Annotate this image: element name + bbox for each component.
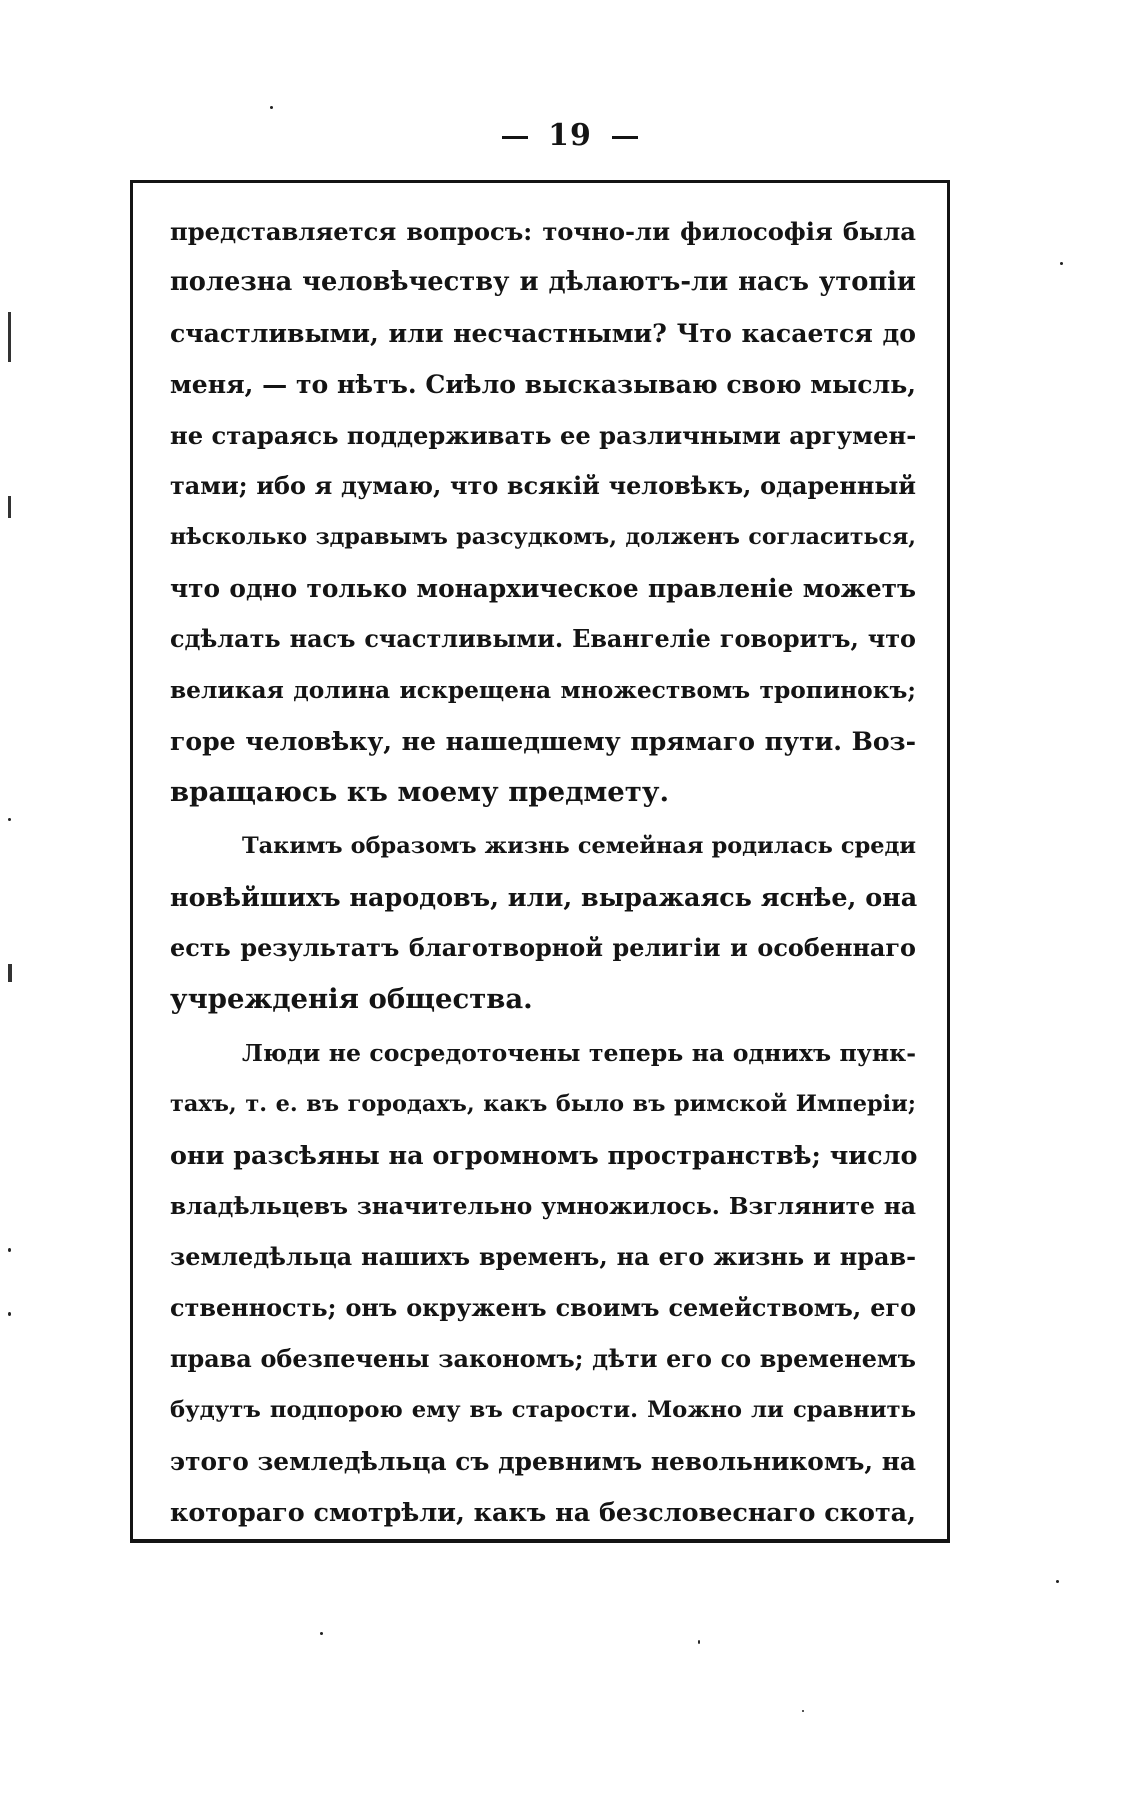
text-line: горе человѣку, не нашедшему прямаго пути. Воз- — [170, 726, 916, 756]
text-line: не стараясь поддерживать ее различными аргумен- — [170, 421, 917, 450]
text-line: они разсѣяны на огромномъ пространствѣ; число — [170, 1140, 918, 1170]
margin-mark — [8, 964, 12, 982]
scan-speck — [8, 1312, 11, 1316]
text-line: права обезпечены закономъ; дѣти его со временемъ — [170, 1345, 916, 1373]
text-line: сдѣлать насъ счастливыми. Евангеліе говоритъ, что — [170, 625, 916, 653]
text-line: котораго смотрѣли, какъ на безсловеснаго скота, — [170, 1497, 916, 1527]
text-line: счастливыми, или несчастными? Что касается до — [170, 318, 916, 348]
text-line: земледѣльца нашихъ временъ, на его жизнь и нрав- — [170, 1243, 916, 1271]
scan-speck — [1060, 262, 1063, 265]
text-line: тами; ибо я думаю, что всякій человѣкъ, одаренный — [170, 472, 916, 500]
paragraph — [170, 1028, 916, 1538]
scan-speck — [8, 818, 11, 821]
scan-speck — [270, 106, 273, 109]
right-dash — [612, 136, 638, 139]
text-line: тахъ, т. е. въ городахъ, какъ было въ римской Имперіи; — [170, 1091, 916, 1117]
text-line: учрежденія общества. — [170, 983, 533, 1015]
text-line: Такимъ образомъ жизнь семейная родилась среди — [242, 833, 916, 859]
margin-mark — [8, 312, 11, 362]
text-line: есть результатъ благотворной религіи и особеннаго — [170, 934, 916, 962]
margin-mark — [8, 496, 11, 518]
text-line: вращаюсь къ моему предмету. — [170, 776, 670, 808]
text-line: этого земледѣльца съ древнимъ невольникомъ, на — [170, 1447, 916, 1476]
text-line: владѣльцевъ значительно умножилось. Взгляните на — [170, 1193, 916, 1220]
scan-speck — [8, 1248, 11, 1252]
text-line: новѣйшихъ народовъ, или, выражаясь яснѣе, она — [170, 882, 918, 912]
text-line: ственность; онъ окруженъ своимъ семействомъ, его — [170, 1294, 916, 1322]
text-line: нѣсколько здравымъ разсудкомъ, долженъ согласиться, — [170, 524, 916, 550]
text-line: полезна человѣчеству и дѣлаютъ-ли насъ утопіи — [170, 267, 916, 297]
text-line: великая долина искрещена множествомъ тропинокъ; — [170, 677, 916, 704]
text-line: меня, — то нѣтъ. Сиѣло высказываю свою мысль, — [170, 369, 916, 399]
paragraph — [170, 821, 916, 1025]
page-number-header — [0, 118, 1140, 153]
text-line: будутъ подпорою ему въ старости. Можно ли сравнить — [170, 1397, 916, 1423]
scan-speck — [802, 1710, 804, 1712]
paragraph — [170, 206, 916, 818]
text-line: Люди не сосредоточены теперь на однихъ пунк- — [242, 1039, 916, 1067]
text-line: что одно только монархическое правленіе можетъ — [170, 574, 916, 603]
scan-speck — [320, 1632, 323, 1635]
page-number: 19 — [548, 118, 592, 153]
text-line: представляется вопросъ: точно-ли философія была — [170, 217, 916, 246]
body-text — [170, 206, 916, 1538]
scan-speck — [1056, 1580, 1059, 1583]
left-dash — [502, 136, 528, 139]
scan-speck — [698, 1640, 700, 1644]
